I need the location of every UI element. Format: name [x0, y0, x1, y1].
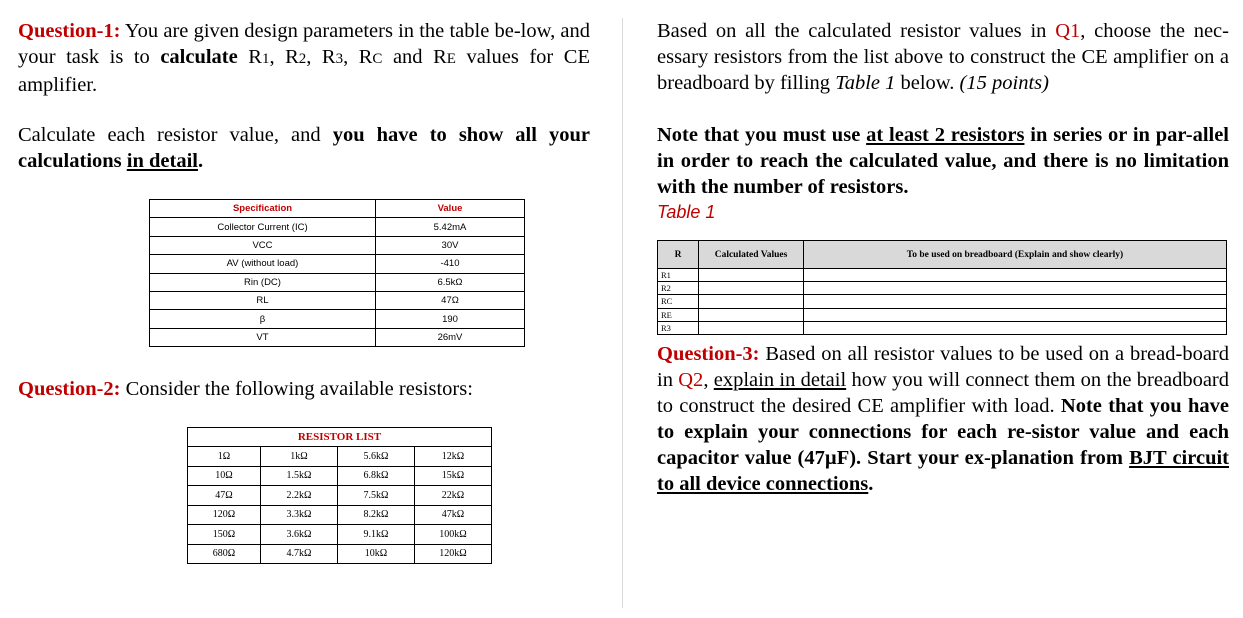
q1-text-r: R — [237, 46, 262, 68]
calculated-value-cell[interactable] — [699, 321, 804, 334]
resistor-cell: 22kΩ — [415, 486, 492, 506]
question-1-heading: Question-1: — [18, 20, 121, 42]
table-1-resistor-label: RC — [658, 295, 699, 308]
calculated-value-cell[interactable] — [699, 282, 804, 295]
table-row — [150, 291, 525, 309]
resistor-cell: 9.1kΩ — [338, 525, 415, 545]
specification-table — [149, 199, 525, 347]
q3-bold-end: . — [868, 473, 874, 495]
table-1-resistor-label: RE — [658, 308, 699, 321]
table-row — [188, 525, 492, 545]
q1-sub: E — [446, 51, 456, 67]
breadboard-cell[interactable] — [804, 295, 1227, 308]
table-1-resistor-label: R3 — [658, 321, 699, 334]
spec-value: 30V — [376, 236, 525, 254]
q2-instr-text: below. — [895, 72, 960, 94]
resistor-cell: 7.5kΩ — [338, 486, 415, 506]
table-row — [150, 255, 525, 273]
resistor-cell: 5.6kΩ — [338, 447, 415, 467]
table-1-reference: Table 1 — [835, 72, 896, 94]
q1-instruction-text: Calculate each resistor value, and — [18, 124, 333, 146]
table-row — [658, 269, 1227, 282]
q2-instr-text: , choose the nec-essary resistors from the list above to construct the CE amplifier on a breadboard by filling — [657, 20, 1229, 94]
resistor-list-title: RESISTOR LIST — [188, 428, 492, 447]
question-1-paragraph — [18, 18, 590, 98]
resistor-cell: 10Ω — [188, 466, 261, 486]
spec-name: VCC — [150, 236, 376, 254]
spec-value: 190 — [376, 310, 525, 328]
q1-text-r: , R — [269, 46, 299, 68]
spec-name: Collector Current (IC) — [150, 218, 376, 236]
table-row — [658, 308, 1227, 321]
question-2-heading: Question-2: — [18, 378, 121, 400]
note-underline: at least 2 resistors — [866, 124, 1025, 146]
points-label: (15 points) — [959, 72, 1049, 94]
q1-sub: 2 — [298, 51, 307, 67]
q3-bold-underline: BJT circuit to all device connections — [657, 447, 1229, 495]
table-1-header-calculated: Calculated Values — [699, 241, 804, 269]
question-1-instruction — [18, 122, 590, 174]
resistor-cell: 10kΩ — [338, 544, 415, 564]
spec-value: 5.42mA — [376, 218, 525, 236]
column-divider — [622, 18, 623, 608]
table-1-title: Table 1 — [657, 202, 716, 222]
q3-underline: explain in detail — [713, 369, 847, 391]
q1-sub: 1 — [261, 51, 270, 67]
calculated-value-cell[interactable] — [699, 308, 804, 321]
table-row — [150, 328, 525, 346]
resistor-cell: 4.7kΩ — [261, 544, 338, 564]
table-row — [658, 282, 1227, 295]
spec-name: VT — [150, 328, 376, 346]
table-row — [150, 310, 525, 328]
q1-bold: calculate — [160, 46, 238, 68]
table-row — [658, 295, 1227, 308]
q3-text: Based on all resistor values to be used on a bread-board in — [657, 343, 1229, 391]
spec-name: RL — [150, 291, 376, 309]
q2-text: Consider the following available resistors: — [120, 378, 473, 400]
calculated-value-cell[interactable] — [699, 295, 804, 308]
spec-value: 47Ω — [376, 291, 525, 309]
q2-reference: Q2 — [678, 369, 704, 391]
q2-instr-text: Based on all the calculated resistor values in — [657, 20, 1056, 42]
breadboard-cell[interactable] — [804, 321, 1227, 334]
question-3-paragraph — [657, 341, 1229, 497]
resistor-cell: 47kΩ — [415, 505, 492, 525]
question-2-paragraph — [18, 376, 590, 402]
resistor-cell: 120kΩ — [415, 544, 492, 564]
resistor-list-table — [187, 427, 492, 564]
table-1-resistor-label: R1 — [658, 269, 699, 282]
spec-name: Rin (DC) — [150, 273, 376, 291]
q1-text-r: and R — [382, 46, 447, 68]
q1-instruction-bold: you have to show all your calculations — [18, 124, 590, 172]
table-row — [188, 486, 492, 506]
resistor-cell: 1Ω — [188, 447, 261, 467]
resistor-cell: 3.3kΩ — [261, 505, 338, 525]
q1-text-r: , R — [343, 46, 373, 68]
resistor-cell: 150Ω — [188, 525, 261, 545]
resistor-cell: 100kΩ — [415, 525, 492, 545]
spec-header-value: Value — [376, 200, 525, 218]
note-text: in series or in par-allel in order to reach the calculated value, and there is no limitation with the number of resistors. — [657, 124, 1230, 198]
spec-value: 26mV — [376, 328, 525, 346]
resistor-cell: 680Ω — [188, 544, 261, 564]
breadboard-cell[interactable] — [804, 308, 1227, 321]
q1-sub: C — [372, 51, 383, 67]
question-3-heading: Question-3: — [657, 343, 760, 365]
q1-text: values for CE amplifier. — [18, 46, 590, 96]
q3-bold: Note that you have to explain your connections for each re-sistor value and each capacitor value (47µF). Start your ex-planation from — [657, 395, 1230, 469]
resistor-cell: 120Ω — [188, 505, 261, 525]
table-row — [188, 466, 492, 486]
q1-text-r: , R — [306, 46, 336, 68]
q1-instruction-underline: in detail — [126, 150, 198, 172]
table-1-resistor-label: R2 — [658, 282, 699, 295]
resistor-cell: 15kΩ — [415, 466, 492, 486]
q1-reference: Q1 — [1055, 20, 1081, 42]
resistor-cell: 1kΩ — [261, 447, 338, 467]
resistor-cell: 12kΩ — [415, 447, 492, 467]
spec-value: 6.5kΩ — [376, 273, 525, 291]
resistor-cell: 3.6kΩ — [261, 525, 338, 545]
table-row — [150, 273, 525, 291]
table-row — [150, 218, 525, 236]
spec-name: β — [150, 310, 376, 328]
resistor-cell: 1.5kΩ — [261, 466, 338, 486]
q3-text: how you will connect them on the breadboard to construct the desired CE amplifier with load. — [657, 369, 1229, 417]
q1-sub: 3 — [335, 51, 344, 67]
table-row — [658, 321, 1227, 334]
table-1-header-r: R — [658, 241, 699, 269]
table-1-header-row — [658, 241, 1227, 269]
calculated-value-cell[interactable] — [699, 269, 804, 282]
resistor-cell: 6.8kΩ — [338, 466, 415, 486]
resistor-cell: 47Ω — [188, 486, 261, 506]
question-2-instruction — [657, 18, 1229, 96]
q2-note — [657, 122, 1229, 200]
resistor-list-title-row — [188, 428, 492, 447]
spec-value: -410 — [376, 255, 525, 273]
q1-text: You are given design parameters in the table be-low, and your task is to — [18, 20, 590, 68]
table-row — [188, 505, 492, 525]
note-text: Note that you must use — [657, 124, 867, 146]
spec-header-spec: Specification — [150, 200, 376, 218]
breadboard-cell[interactable] — [804, 269, 1227, 282]
table-row — [188, 544, 492, 564]
spec-name: AV (without load) — [150, 255, 376, 273]
resistor-cell: 2.2kΩ — [261, 486, 338, 506]
table-1-header-breadboard: To be used on breadboard (Explain and show clearly) — [804, 241, 1227, 269]
breadboard-cell[interactable] — [804, 282, 1227, 295]
q1-instruction-end: . — [197, 150, 204, 172]
q3-text: , — [703, 369, 714, 391]
table-row — [188, 447, 492, 467]
resistor-cell: 8.2kΩ — [338, 505, 415, 525]
spec-header-row — [150, 200, 525, 218]
table-1 — [657, 240, 1227, 335]
table-row — [150, 236, 525, 254]
